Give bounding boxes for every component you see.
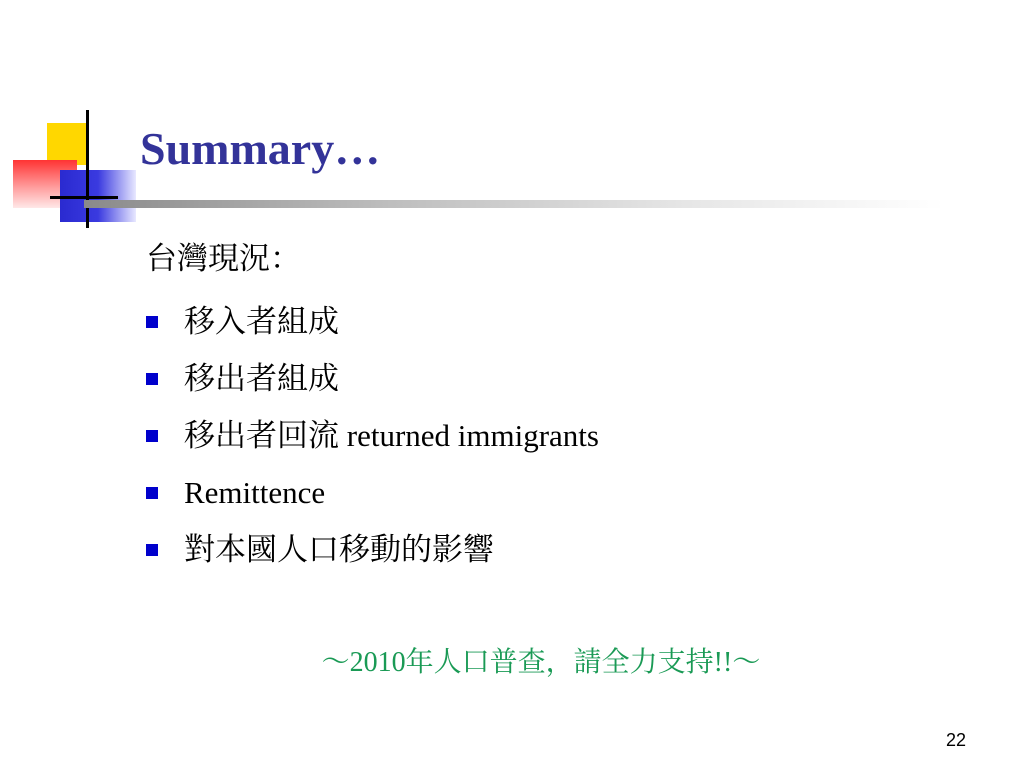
bullet-item xyxy=(146,464,599,521)
bullet-text: Remittence xyxy=(184,475,326,510)
bullet-item xyxy=(146,407,599,464)
bullet-list xyxy=(146,293,599,578)
census-note: ～2010年人口普查，請全力支持!!～ xyxy=(321,647,761,678)
title-divider xyxy=(84,200,944,208)
square-bullet-icon xyxy=(146,316,158,328)
bullet-item xyxy=(146,521,599,578)
square-bullet-icon xyxy=(146,430,158,442)
square-bullet-icon xyxy=(146,373,158,385)
slide-content xyxy=(146,236,599,578)
logo-yellow-square xyxy=(47,123,87,165)
bullet-item xyxy=(146,293,599,350)
bullet-text: 移出者組成 xyxy=(184,361,339,396)
bullet-text: 移入者組成 xyxy=(184,304,339,339)
square-bullet-icon xyxy=(146,544,158,556)
slide-title: Summary… xyxy=(140,123,381,174)
logo-vertical-line xyxy=(86,110,89,228)
bullet-item xyxy=(146,350,599,407)
square-bullet-icon xyxy=(146,487,158,499)
bullet-text: 移出者回流 returned immigrants xyxy=(184,418,599,453)
section-heading: 台灣現況： xyxy=(146,241,301,276)
bullet-text: 對本國人口移動的影響 xyxy=(184,532,494,567)
page-number: 22 xyxy=(945,730,966,750)
logo-horizontal-line xyxy=(50,196,118,199)
